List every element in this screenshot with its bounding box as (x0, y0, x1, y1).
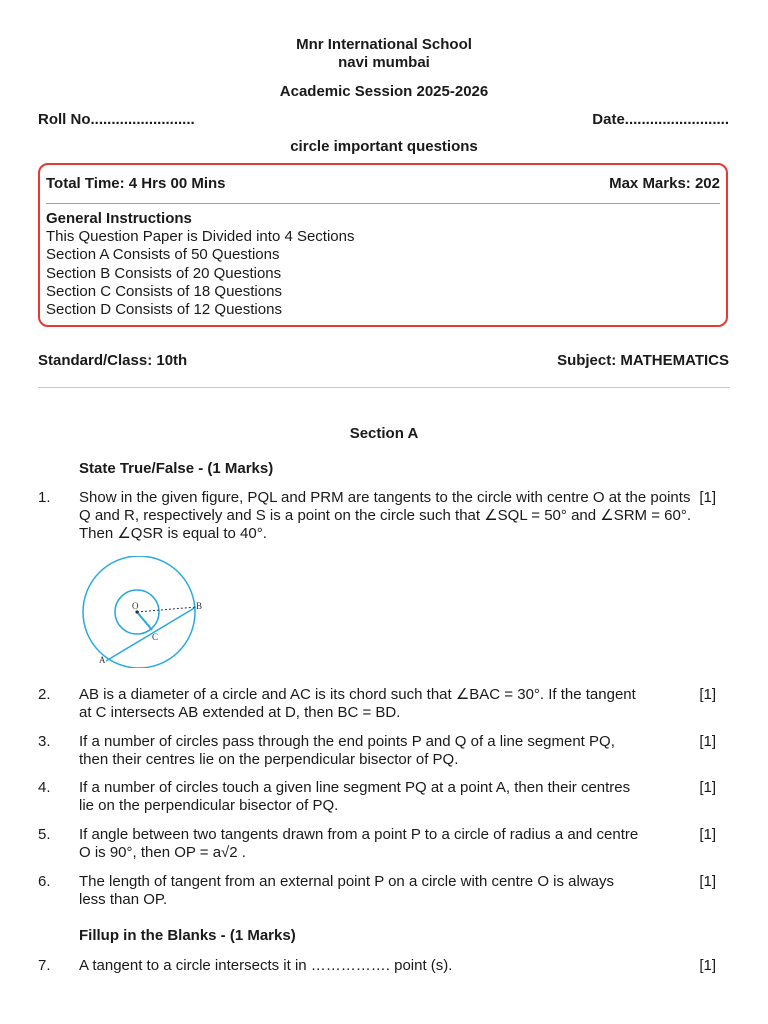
label-o: O (132, 601, 139, 611)
radius-oc (137, 612, 152, 630)
question-text: Show in the given figure, PQL and PRM are tangents to the circle with centre O at the points Q and R, respectively and S is a point on the circle such that ∠SQL = 50° and ∠SRM = 60°. Then ∠QSR is equal to 40°. (79, 489, 691, 542)
exam-summary-row (46, 175, 720, 192)
instruction-line: Section A Consists of 50 Questions (46, 246, 280, 264)
question-number: 4. (38, 779, 51, 796)
chord-ab (106, 607, 196, 661)
subject: Subject: MATHEMATICS (557, 352, 729, 369)
question-marks: [1] (699, 489, 716, 506)
subheading-true-false: State True/False - (1 Marks) (79, 460, 274, 477)
segment-ob (137, 607, 196, 612)
general-instructions (46, 210, 355, 319)
question-marks: [1] (699, 733, 716, 750)
subheading-fill-blanks: Fillup in the Blanks - (1 Marks) (79, 927, 296, 944)
standard-class: Standard/Class: 10th (38, 352, 188, 369)
question-text: If angle between two tangents drawn from a point P to a circle of radius a and centre O is 90°, then OP = a√2 . (79, 826, 639, 861)
question-number: 7. (38, 957, 51, 974)
question-number: 5. (38, 826, 51, 843)
question-marks: [1] (699, 873, 716, 890)
question-number: 2. (38, 686, 51, 703)
total-time: Total Time: 4 Hrs 00 Mins (46, 175, 226, 192)
paper-title: circle important questions (290, 138, 478, 155)
question-text: A tangent to a circle intersects it in ……………. point (s). (79, 957, 453, 974)
instruction-line: This Question Paper is Divided into 4 Sections (46, 228, 355, 246)
question-marks: [1] (699, 779, 716, 796)
circle-tangent-figure (76, 556, 206, 668)
question-number: 6. (38, 873, 51, 890)
question-text: AB is a diameter of a circle and AC is its chord such that ∠BAC = 30°. If the tangent at C intersects AB extended at D, then BC = BD. (79, 686, 636, 721)
question-marks: [1] (699, 686, 716, 703)
section-title: Section A (349, 425, 419, 442)
date-field: Date......................... (592, 111, 729, 128)
question-number: 1. (38, 489, 51, 506)
general-info-box (38, 163, 728, 327)
horizontal-rule (38, 387, 730, 388)
question-text: The length of tangent from an external point P on a circle with centre O is always less than OP. (79, 873, 615, 908)
academic-session: Academic Session 2025-2026 (279, 83, 489, 100)
question-marks: [1] (699, 957, 716, 974)
question-text: If a number of circles pass through the end points P and Q of a line segment PQ, then their centres lie on the perpendicular bisector of PQ. (79, 733, 615, 768)
instruction-line: Section D Consists of 12 Questions (46, 301, 282, 319)
school-city: navi mumbai (338, 54, 430, 71)
question-number: 3. (38, 733, 51, 750)
max-marks: Max Marks: 202 (609, 175, 720, 192)
label-a: A (99, 655, 106, 665)
instruction-line: Section B Consists of 20 Questions (46, 264, 282, 282)
instructions-title: General Instructions (46, 210, 192, 227)
label-b: B (196, 601, 203, 611)
roll-number-field: Roll No......................... (38, 111, 195, 128)
box-divider (46, 203, 720, 204)
question-text: If a number of circles touch a given line segment PQ at a point A, then their centres lie on the perpendicular bisector of PQ. (79, 779, 631, 814)
question-marks: [1] (699, 826, 716, 843)
school-name: Mnr International School (296, 36, 472, 53)
label-c: C (152, 632, 159, 642)
instruction-line: Section C Consists of 18 Questions (46, 282, 282, 300)
